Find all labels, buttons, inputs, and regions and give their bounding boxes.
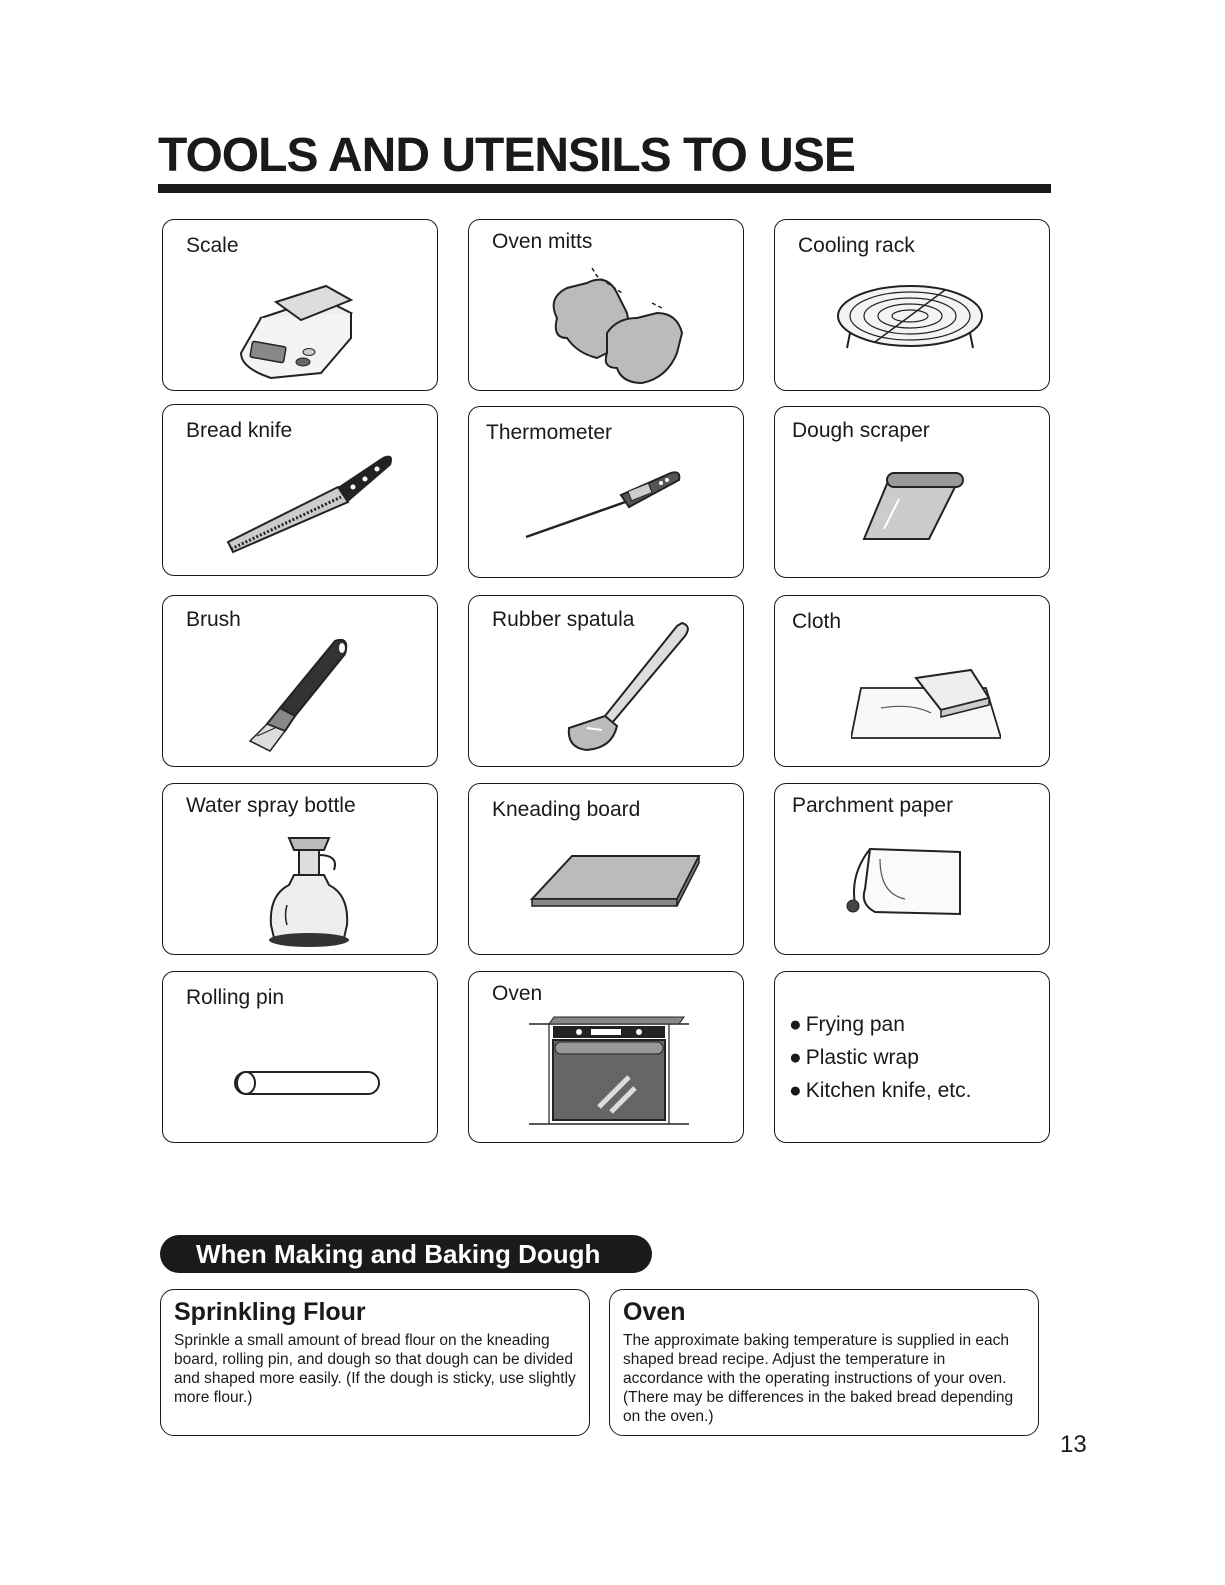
spray-bottle-icon bbox=[259, 830, 359, 950]
tool-card-brush bbox=[162, 595, 438, 767]
tool-label: Brush bbox=[186, 608, 241, 631]
parchment-paper-icon bbox=[845, 844, 975, 924]
tool-card-rolling-pin bbox=[162, 971, 438, 1143]
tool-card-other-items bbox=[774, 971, 1050, 1143]
tool-card-kneading-board bbox=[468, 783, 744, 955]
tool-card-dough-scraper bbox=[774, 406, 1050, 578]
tool-card-thermometer bbox=[468, 406, 744, 578]
note-text: The approximate baking temperature is supplied in each shaped bread recipe. Adjust the temperature in accordance with the operating instructions of your oven. (There may be differences in the baked bread depending on the oven.) bbox=[623, 1332, 1014, 1425]
tool-label: Kneading board bbox=[492, 798, 641, 821]
tool-label: Scale bbox=[186, 234, 239, 257]
tool-card-cloth bbox=[774, 595, 1050, 767]
other-items-list bbox=[789, 1008, 971, 1107]
rubber-spatula-icon bbox=[557, 618, 697, 758]
list-item: ● Plastic wrap bbox=[789, 1041, 971, 1074]
tool-label: Oven bbox=[492, 982, 543, 1005]
brush-icon bbox=[225, 636, 365, 756]
tool-label: Thermometer bbox=[486, 421, 613, 444]
title-rule bbox=[158, 184, 1051, 193]
cloth-icon bbox=[851, 668, 1001, 748]
note-title: Sprinkling Flour bbox=[174, 1298, 366, 1326]
cooling-rack-icon bbox=[835, 278, 985, 358]
note-text: Sprinkle a small amount of bread flour on the kneading board, rolling pin, and dough so that dough can be divided and shaped more easily. (If the dough is sticky, use slightly more flour.) bbox=[174, 1332, 576, 1406]
page-title: TOOLS AND UTENSILS TO USE bbox=[158, 129, 855, 182]
page-number: 13 bbox=[1060, 1431, 1087, 1458]
tool-card-scale bbox=[162, 219, 438, 391]
note-oven bbox=[609, 1289, 1039, 1436]
tool-label: Cooling rack bbox=[798, 234, 915, 257]
tool-card-rubber-spatula bbox=[468, 595, 744, 767]
tool-label: Oven mitts bbox=[492, 230, 593, 253]
oven-mitts-icon bbox=[537, 258, 697, 388]
tool-card-spray-bottle bbox=[162, 783, 438, 955]
section-heading: When Making and Baking Dough bbox=[160, 1235, 652, 1273]
tool-card-cooling-rack bbox=[774, 219, 1050, 391]
tool-label: Dough scraper bbox=[792, 419, 930, 442]
tool-card-oven-mitts bbox=[468, 219, 744, 391]
note-title: Oven bbox=[623, 1298, 686, 1326]
thermometer-icon bbox=[521, 465, 691, 545]
tool-label: Parchment paper bbox=[792, 794, 954, 817]
tool-label: Rubber spatula bbox=[492, 608, 635, 631]
tool-card-bread-knife bbox=[162, 404, 438, 576]
list-item: ● Frying pan bbox=[789, 1008, 971, 1041]
oven-icon bbox=[529, 1012, 689, 1132]
tool-card-parchment-paper bbox=[774, 783, 1050, 955]
tool-card-oven bbox=[468, 971, 744, 1143]
note-sprinkling-flour bbox=[160, 1289, 590, 1436]
tool-label: Bread knife bbox=[186, 419, 293, 442]
tool-label: Cloth bbox=[792, 610, 842, 633]
tool-label: Rolling pin bbox=[186, 986, 285, 1009]
scale-icon bbox=[231, 278, 371, 388]
list-item: ● Kitchen knife, etc. bbox=[789, 1074, 971, 1107]
bread-knife-icon bbox=[223, 447, 403, 557]
dough-scraper-icon bbox=[859, 469, 979, 549]
kneading-board-icon bbox=[527, 854, 707, 914]
rolling-pin-icon bbox=[233, 1068, 383, 1098]
tool-label: Water spray bottle bbox=[186, 794, 356, 817]
